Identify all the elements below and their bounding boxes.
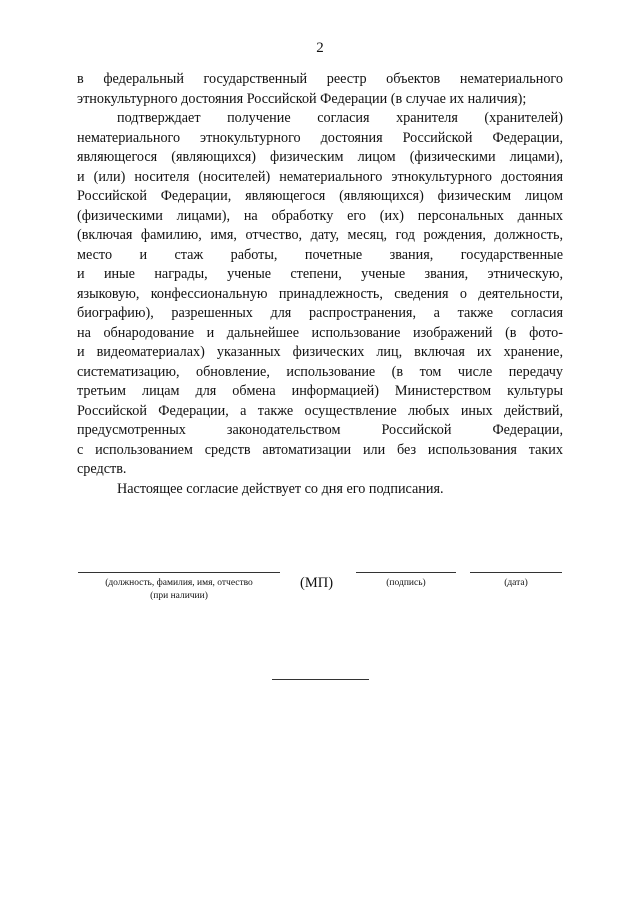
text-line: третьим лицам для обмена информацией) Министерством культуры [77, 383, 563, 399]
text-line: Российской Федерации, а также осуществление любых иных действий, [77, 402, 563, 419]
text-line: предусмотренных законодательством Российской Федерации, [77, 422, 563, 438]
signature-line [78, 572, 280, 573]
position-name-field [78, 572, 280, 603]
text-line: и иные награды, ученые степени, ученые звания, этническую, [77, 266, 563, 282]
position-name-caption: (должность, фамилия, имя, отчество (при наличии) [105, 578, 253, 601]
text-line: в федеральный государственный реестр объектов нематериального [77, 71, 563, 87]
text-line: на обнародование и дальнейшее использование изображений (в фото- [77, 324, 563, 341]
end-divider [272, 679, 369, 680]
text-line: (физическими лицами), на обработку его (их) персональных данных [77, 207, 563, 224]
text-line: Российской Федерации, являющегося (являющихся) физическим лицом [77, 188, 563, 204]
text-line: подтверждает получение согласия хранителя (хранителей) [117, 110, 563, 126]
stamp-label: (МП) [300, 575, 334, 591]
signature-caption: (подпись) [386, 578, 426, 588]
date-caption: (дата) [504, 578, 528, 588]
page-number: 2 [316, 40, 324, 56]
text-line: место и стаж работы, почетные звания, государственные [77, 246, 563, 263]
signature-line [470, 572, 562, 573]
date-field [470, 572, 562, 590]
closing-statement: Настоящее согласие действует со дня его подписания. [117, 480, 444, 497]
text-line: с использованием средств автоматизации или без использования таких [77, 441, 563, 458]
text-line: этнокультурного достояния Российской Федерации (в случае их наличия); [77, 90, 527, 107]
text-line: языковую, конфессиональную принадлежность, сведения о деятельности, [77, 285, 563, 302]
text-line: средств. [77, 461, 127, 477]
text-line: нематериального этнокультурного достояния Российской Федерации, [77, 129, 563, 146]
signature-field [356, 572, 456, 590]
consent-text [77, 70, 563, 499]
text-line: и видеоматериалах) указанных физических лиц, включая их хранение, [77, 344, 563, 360]
text-line: являющегося (являющихся) физическим лицом (физическими лицами), [77, 149, 563, 165]
text-line: и (или) носителя (носителей) нематериального этнокультурного достояния [77, 168, 563, 185]
text-line: систематизацию, обновление, использование (в том числе передачу [77, 363, 563, 380]
signature-line [356, 572, 456, 573]
text-line: биографию), разрешенных для распространения, а также согласия [77, 305, 563, 321]
text-line: (включая фамилию, имя, отчество, дату, месяц, год рождения, должность, [77, 227, 563, 243]
